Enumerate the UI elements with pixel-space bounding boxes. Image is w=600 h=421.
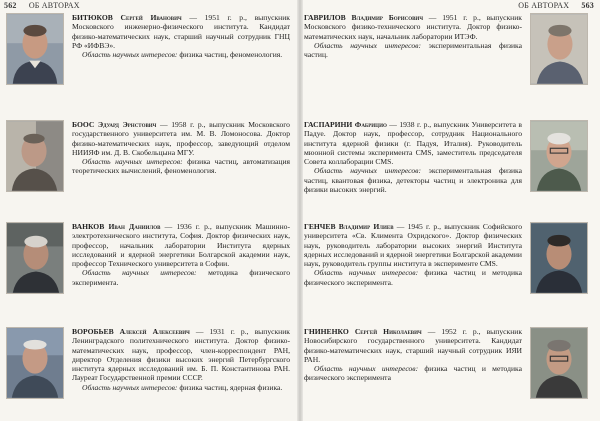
page-number: 563 xyxy=(581,1,594,10)
right-page xyxy=(300,0,600,421)
author-name: БООС Эдуард Эрнстович xyxy=(72,120,157,129)
interests-label: Область научных интересов: xyxy=(82,382,178,392)
author-bio: — 1938 г. р., выпускник Университета в Падуе. Доктор наук, профессор, сотрудник Национального института ядерной физики (г. Падуя, Италия). Руководитель мюонной системы эксперимента CMS, заместитель председателя Совета коллаборации CMS. xyxy=(304,120,522,167)
author-photo xyxy=(530,222,588,294)
portrait-image xyxy=(7,223,63,293)
interests-label: Область научных интересов: xyxy=(82,50,178,60)
author-entry xyxy=(304,13,588,85)
author-photo xyxy=(6,222,64,294)
author-entry xyxy=(304,222,588,294)
left-page-header xyxy=(4,1,80,10)
author-entry xyxy=(6,120,290,192)
portrait-image xyxy=(7,14,63,84)
author-bio: — 1945 г. р., выпускник Софийского университета «Св. Климента Охридского». Доктор физических наук, руководитель лаборатории высоких энергий Института ядерных исследований и ядерной энергетики Болгарской академии наук, руководитель группы института в эксперименте CMS. xyxy=(304,222,523,269)
author-name: ВАНКОВ Иван Даниилов xyxy=(72,222,161,231)
page-number: 562 xyxy=(4,1,17,10)
author-bio: — 1936 г. р., выпускник Машинно-электротехнического института, София. Доктор физических наук, профессор, начальник лаборатории Института ядерных исследований и ядерной энергетики Болгарской академии наук, профессор Технического университета в Софии. xyxy=(72,222,290,269)
author-photo xyxy=(6,13,64,85)
interests-label: Область научных интересов: xyxy=(314,268,419,278)
author-bio: — 1952 г. р., выпускник Новосибирского государственного университета. Кандидат физико-математических наук, старший научный сотрудник ИЯИ РАН. xyxy=(304,327,523,364)
running-head: ОБ АВТОРАХ xyxy=(518,1,570,10)
author-name: ГНИНЕНКО Сергей Николаевич xyxy=(304,327,422,336)
interests-label: Область научных интересов: xyxy=(82,268,197,278)
author-name: БИТЮКОВ Сергей Иванович xyxy=(72,13,182,22)
book-gutter xyxy=(297,0,303,421)
author-entry xyxy=(304,327,588,399)
interests-text: физика частиц, феноменология. xyxy=(177,50,283,60)
author-name: ГАСПАРИНИ Фабрицио xyxy=(304,120,387,129)
author-entry xyxy=(6,327,290,399)
interests-text: экспериментальная физика частиц. xyxy=(304,40,522,60)
author-bio: — 1951 г. р., выпускник Московского инженерно-физического института. Кандидат физико-математических наук, старший научный сотрудник ГНЦ РФ «ИФВЭ». xyxy=(72,13,290,50)
portrait-image xyxy=(531,14,587,84)
interests-text: экспериментальная физика частиц, квантовая физика, детекторы частиц и электроника для физики высоких энергий. xyxy=(304,166,522,195)
author-text xyxy=(72,222,290,294)
author-text xyxy=(304,120,522,194)
running-head: ОБ АВТОРАХ xyxy=(28,1,80,10)
author-text xyxy=(304,13,522,85)
interests-text: физика частиц и методика физического эксперимента. xyxy=(304,268,522,287)
author-entry xyxy=(6,222,290,294)
right-page-header xyxy=(518,1,594,10)
portrait-image xyxy=(7,121,63,191)
author-text xyxy=(304,222,522,294)
interests-text: физика частиц, ядерная физика. xyxy=(177,382,283,392)
interests-label: Область научных интересов: xyxy=(314,40,421,50)
author-bio: — 1951 г. р., выпускник Московского физико-технического института. Доктор физико-математических наук, начальник лаборатории ИТЭФ. xyxy=(304,13,523,41)
interests-label: Область научных интересов: xyxy=(314,364,419,374)
author-text xyxy=(72,120,290,192)
author-text xyxy=(72,13,290,85)
author-entry xyxy=(6,13,290,85)
author-photo xyxy=(530,120,588,192)
interests-label: Область научных интересов: xyxy=(314,166,421,176)
interests-text: физика частиц, автоматизация теоретических вычислений, феноменология. xyxy=(72,157,290,176)
portrait-image xyxy=(531,328,587,398)
author-name: ГЕНЧЕВ Владимир Илиев xyxy=(304,222,394,231)
author-text xyxy=(72,327,290,399)
author-bio: — 1958 г. р., выпускник Московского государственного университета им. М. В. Ломоносова. Доктор физико-математических наук, профессор, заведующий отделом НИИЯФ им. Д. В. Скобельцына МГУ. xyxy=(72,120,290,157)
author-bio: — 1931 г. р., выпускник Ленинградского политехнического института. Доктор физико-математических наук, профессор, член-корреспондент РАН, директор Отделения физики высоких энергий Петербургского института ядерных исследований им. Б. П. Константинова РАН. Лауреат Государственной премии СССР. xyxy=(72,327,290,383)
author-photo xyxy=(530,327,588,399)
interests-text: физика частиц и методика физического эксперимента xyxy=(304,364,522,383)
portrait-image xyxy=(531,121,587,191)
author-name: ГАВРИЛОВ Владимир Борисович xyxy=(304,13,423,22)
author-name: ВОРОБЬЕВ Алексей Алексеевич xyxy=(72,327,190,336)
author-text xyxy=(304,327,522,399)
author-photo xyxy=(530,13,588,85)
author-photo xyxy=(6,327,64,399)
interests-label: Область научных интересов: xyxy=(82,157,183,167)
interests-text: методика физического эксперимента. xyxy=(72,268,290,287)
portrait-image xyxy=(531,223,587,293)
portrait-image xyxy=(7,328,63,398)
author-photo xyxy=(6,120,64,192)
author-entry xyxy=(304,120,588,194)
